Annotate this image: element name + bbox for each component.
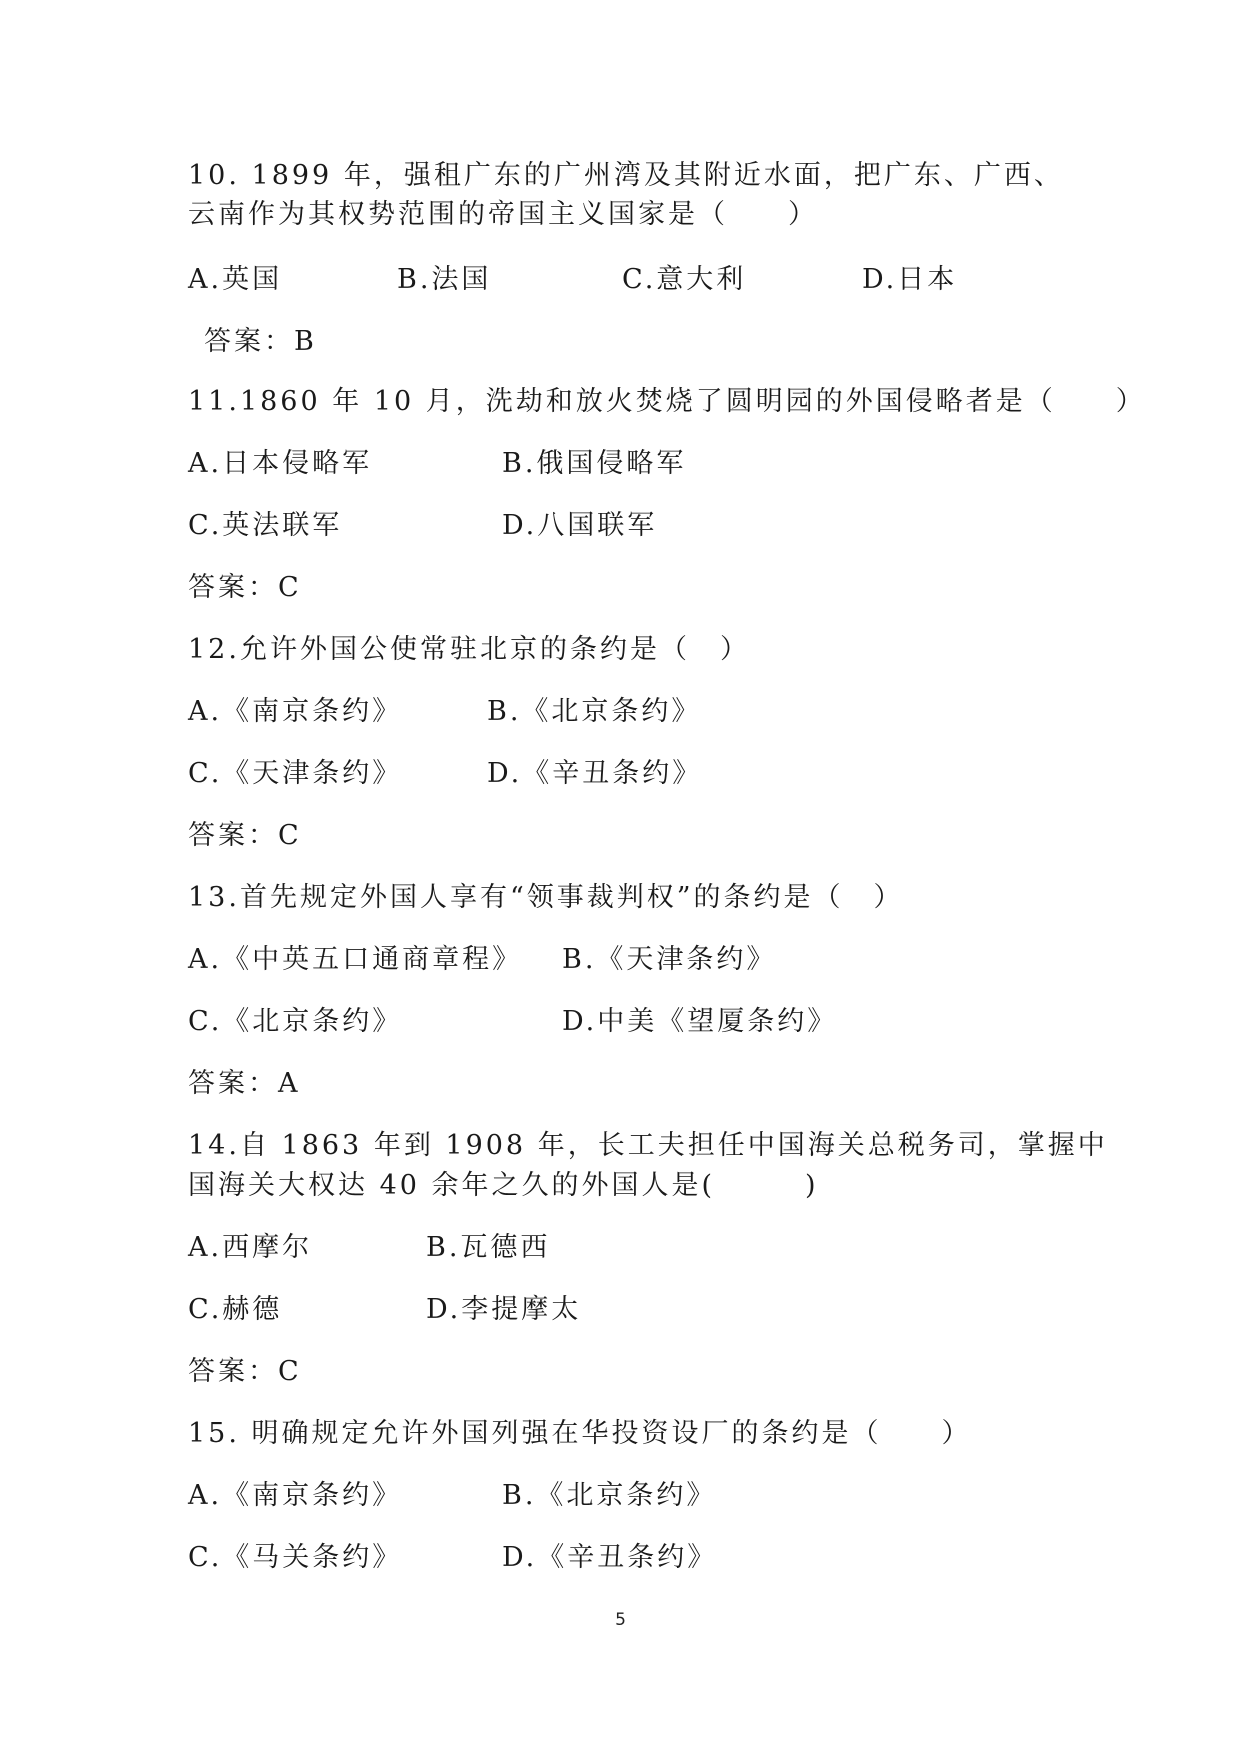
question-10-answer: 答案：B [204, 326, 317, 357]
question-11-option-d: D.八国联军 [502, 510, 658, 541]
question-13-answer: 答案：A [188, 1068, 301, 1099]
question-14-option-a: A.西摩尔 [188, 1232, 313, 1263]
question-15-option-c: C.《马关条约》 [188, 1542, 403, 1573]
question-15-option-b: B.《北京条约》 [502, 1480, 717, 1511]
question-14-option-d: D.李提摩太 [426, 1294, 582, 1325]
question-10-option-b: B.法国 [397, 264, 492, 295]
question-11-option-a: A.日本侵略军 [188, 448, 373, 479]
question-14-option-c: C.赫德 [188, 1294, 283, 1325]
question-10-option-d: D.日本 [862, 264, 958, 295]
question-13-option-d: D.中美《望厦条约》 [562, 1006, 838, 1037]
question-11-option-b: B.俄国侵略军 [502, 448, 687, 479]
question-14-option-b: B.瓦德西 [426, 1232, 551, 1263]
question-13-option-a: A.《中英五口通商章程》 [188, 944, 523, 975]
question-13-line-1: 13.首先规定外国人享有“领事裁判权”的条约是（ ） [188, 882, 904, 913]
page-number: 5 [615, 1610, 626, 1630]
question-15-option-a: A.《南京条约》 [188, 1480, 403, 1511]
question-12-line-1: 12.允许外国公使常驻北京的条约是（ ） [188, 634, 750, 665]
question-12-option-d: D.《辛丑条约》 [487, 758, 703, 789]
question-13-option-c: C.《北京条约》 [188, 1006, 403, 1037]
question-10-option-c: C.意大利 [622, 264, 747, 295]
question-10-line-2: 云南作为其权势范围的帝国主义国家是（ ） [188, 199, 818, 230]
question-13-option-b: B.《天津条约》 [562, 944, 777, 975]
question-10-option-a: A.英国 [188, 264, 283, 295]
question-14-line-1: 14.自 1863 年到 1908 年，长工夫担任中国海关总税务司，掌握中 [188, 1130, 1108, 1161]
question-12-option-a: A.《南京条约》 [188, 696, 403, 727]
question-11-option-c: C.英法联军 [188, 510, 343, 541]
question-12-answer: 答案：C [188, 820, 302, 851]
question-12-option-c: C.《天津条约》 [188, 758, 403, 789]
question-10-line-1: 10. 1899 年，强租广东的广州湾及其附近水面，把广东、广西、 [188, 160, 1064, 191]
question-15-option-d: D.《辛丑条约》 [502, 1542, 718, 1573]
question-15-line-1: 15. 明确规定允许外国列强在华投资设厂的条约是（ ） [188, 1418, 972, 1449]
question-11-answer: 答案：C [188, 572, 302, 603]
question-11-line-1: 11.1860 年 10 月，洗劫和放火焚烧了圆明园的外国侵略者是（ ） [188, 386, 1146, 417]
question-14-answer: 答案：C [188, 1356, 302, 1387]
question-12-option-b: B.《北京条约》 [487, 696, 702, 727]
question-14-line-2: 国海关大权达 40 余年之久的外国人是( ) [188, 1170, 819, 1201]
